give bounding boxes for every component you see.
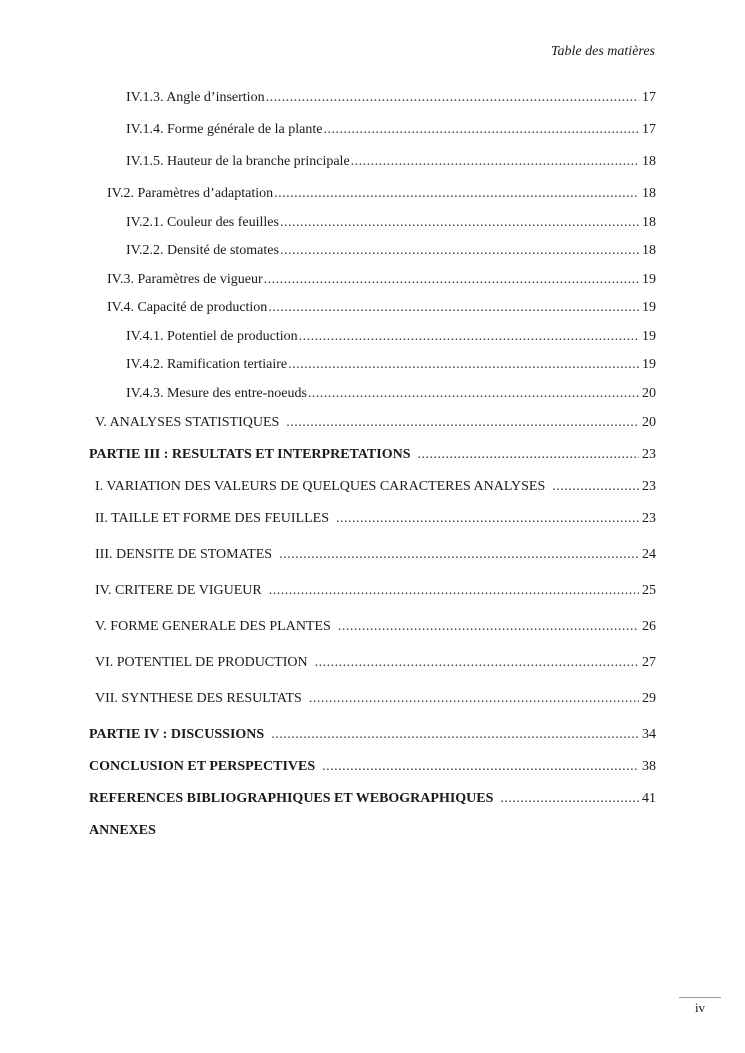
- page-number-divider: [679, 997, 721, 998]
- toc-entry-page-number: 26: [642, 619, 656, 634]
- toc-dot-leader: [288, 356, 639, 373]
- toc-dot-leader: [309, 690, 639, 707]
- toc-entry-label: V. ANALYSES STATISTIQUES: [95, 415, 280, 430]
- toc-dot-leader: [264, 271, 639, 288]
- toc-entry-label: IV.1.5. Hauteur de la branche principale: [126, 154, 350, 169]
- toc-entry-page-number: 19: [642, 272, 656, 287]
- toc-dot-leader: [322, 758, 639, 775]
- toc-entry-label: PARTIE III : RESULTATS ET INTERPRETATIONS: [89, 447, 411, 462]
- toc-entry-label: PARTIE IV : DISCUSSIONS: [89, 727, 265, 742]
- toc-entry[interactable]: [107, 271, 656, 288]
- toc-entry[interactable]: [95, 478, 656, 495]
- toc-entry-label: IV.2. Paramètres d’adaptation: [107, 186, 274, 201]
- toc-entry-page-number: 24: [642, 547, 656, 562]
- toc-entry[interactable]: [89, 790, 656, 807]
- toc-entry[interactable]: [95, 654, 656, 671]
- toc-entry-page-number: 18: [642, 243, 656, 258]
- toc-dot-leader: [266, 89, 639, 106]
- toc-entry[interactable]: [126, 89, 656, 106]
- toc-entry[interactable]: [89, 822, 156, 839]
- toc-dot-leader: [500, 790, 639, 807]
- toc-entry-label: IV. CRITERE DE VIGUEUR: [95, 583, 262, 598]
- page-number: iv: [694, 1000, 706, 1015]
- toc-dot-leader: [323, 121, 639, 138]
- toc-entry-page-number: 34: [642, 727, 656, 742]
- toc-entry-label: IV.2.2. Densité de stomates: [126, 243, 279, 258]
- toc-entry-page-number: 29: [642, 691, 656, 706]
- toc-entry[interactable]: [126, 356, 656, 373]
- toc-entry-label: VI. POTENTIEL DE PRODUCTION: [95, 655, 308, 670]
- toc-dot-leader: [280, 242, 639, 259]
- toc-entry-label: IV.4.3. Mesure des entre-noeuds: [126, 386, 307, 401]
- toc-entry[interactable]: [89, 726, 656, 743]
- toc-entry[interactable]: [126, 242, 656, 259]
- toc-entry[interactable]: [89, 446, 656, 463]
- toc-entry-page-number: 19: [642, 357, 656, 372]
- toc-entry[interactable]: [95, 582, 656, 599]
- toc-entry-page-number: 25: [642, 583, 656, 598]
- toc-entry[interactable]: [95, 546, 656, 563]
- toc-entry-page-number: 17: [642, 122, 656, 137]
- toc-entry[interactable]: [95, 510, 656, 527]
- toc-dot-leader: [552, 478, 639, 495]
- toc-entry-page-number: 23: [642, 479, 656, 494]
- toc-entry-label: I. VARIATION DES VALEURS DE QUELQUES CARACTERES ANALYSES: [95, 479, 546, 494]
- toc-entry-label: REFERENCES BIBLIOGRAPHIQUES ET WEBOGRAPHIQUES: [89, 791, 494, 806]
- toc-entry-page-number: 41: [642, 791, 656, 806]
- toc-entry-page-number: 18: [642, 215, 656, 230]
- running-header-title: Table des matières: [551, 44, 655, 59]
- toc-entry-label: III. DENSITE DE STOMATES: [95, 547, 273, 562]
- toc-entry[interactable]: [95, 618, 656, 635]
- toc-entry-label: IV.2.1. Couleur des feuilles: [126, 215, 279, 230]
- toc-entry-label: IV.1.4. Forme générale de la plante: [126, 122, 323, 137]
- toc-entry-label: V. FORME GENERALE DES PLANTES: [95, 619, 331, 634]
- toc-dot-leader: [338, 618, 639, 635]
- toc-entry-page-number: 19: [642, 329, 656, 344]
- toc-entry-page-number: 38: [642, 759, 656, 774]
- toc-dot-leader: [286, 414, 639, 431]
- toc-entry-label: ANNEXES: [89, 823, 156, 838]
- toc-dot-leader: [315, 654, 639, 671]
- toc-entry-page-number: 20: [642, 415, 656, 430]
- toc-entry[interactable]: [126, 153, 656, 170]
- toc-entry-label: IV.1.3. Angle d’insertion: [126, 90, 265, 105]
- toc-dot-leader: [336, 510, 639, 527]
- toc-entry-page-number: 23: [642, 511, 656, 526]
- toc-entry-page-number: 20: [642, 386, 656, 401]
- toc-entry-page-number: 19: [642, 300, 656, 315]
- toc-dot-leader: [269, 582, 639, 599]
- toc-entry-label: IV.4.2. Ramification tertiaire: [126, 357, 288, 372]
- toc-entry[interactable]: [107, 299, 656, 316]
- toc-entry[interactable]: [126, 328, 656, 345]
- toc-dot-leader: [417, 446, 639, 463]
- toc-entry-label: IV.4. Capacité de production: [107, 300, 268, 315]
- toc-entry[interactable]: [95, 690, 656, 707]
- toc-entry-page-number: 17: [642, 90, 656, 105]
- toc-entry-page-number: 23: [642, 447, 656, 462]
- toc-entry[interactable]: [126, 214, 656, 231]
- toc-dot-leader: [271, 726, 639, 743]
- toc-entry-label: II. TAILLE ET FORME DES FEUILLES: [95, 511, 330, 526]
- toc-entry[interactable]: [89, 758, 656, 775]
- toc-entry-page-number: 27: [642, 655, 656, 670]
- toc-entry[interactable]: [95, 414, 656, 431]
- toc-entry-page-number: 18: [642, 154, 656, 169]
- toc-entry-label: CONCLUSION ET PERSPECTIVES: [89, 759, 316, 774]
- toc-dot-leader: [279, 546, 639, 563]
- toc-entry-page-number: 18: [642, 186, 656, 201]
- toc-entry-label: VII. SYNTHESE DES RESULTATS: [95, 691, 302, 706]
- toc-entry[interactable]: [126, 385, 656, 402]
- toc-dot-leader: [351, 153, 639, 170]
- toc-entry-label: IV.4.1. Potentiel de production: [126, 329, 298, 344]
- toc-dot-leader: [274, 185, 639, 202]
- toc-dot-leader: [280, 214, 639, 231]
- toc-entry[interactable]: [126, 121, 656, 138]
- toc-dot-leader: [308, 385, 639, 402]
- toc-entry-label: IV.3. Paramètres de vigueur: [107, 272, 263, 287]
- toc-dot-leader: [299, 328, 639, 345]
- toc-entry[interactable]: [107, 185, 656, 202]
- toc-dot-leader: [268, 299, 639, 316]
